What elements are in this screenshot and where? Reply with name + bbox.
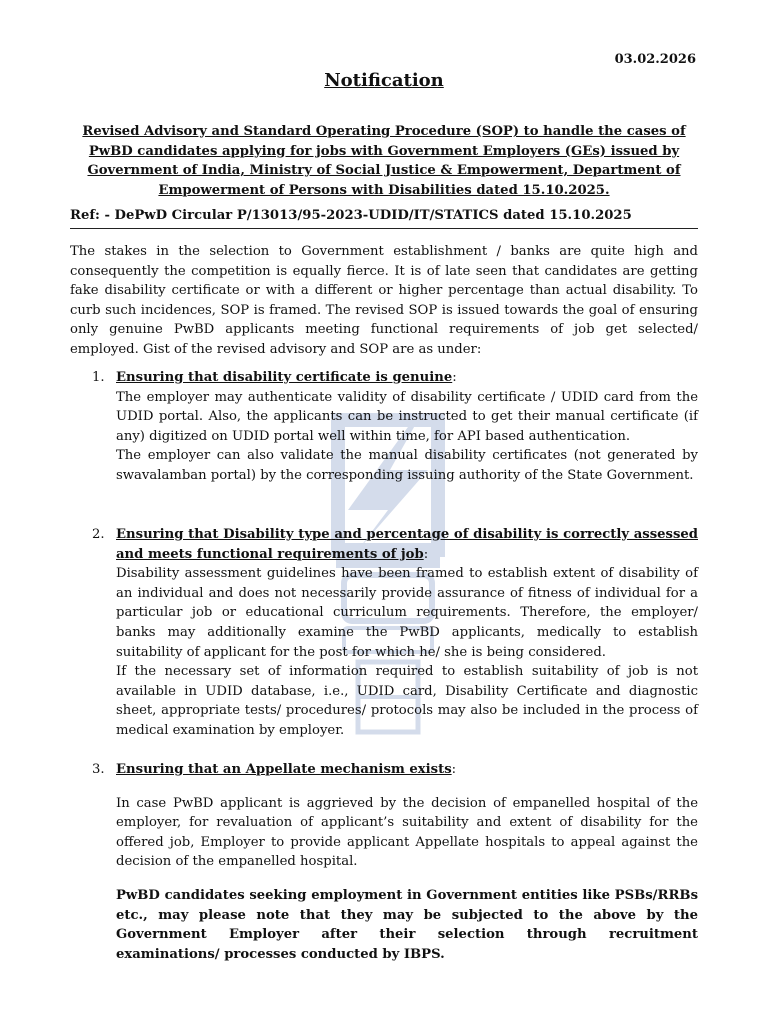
list-item-heading: Ensuring that an Appellate mechanism exists (116, 762, 452, 777)
closing-note: PwBD candidates seeking employment in Government entities like PSBs/RRBs etc., may please note that they may be subjected to the above by the Government Employer after their selection through recruitment examinations/ processes conducted by IBPS. (116, 888, 698, 962)
list-item-suffix: : (452, 370, 457, 385)
list-item (70, 368, 698, 486)
list-item-number: 3. (92, 762, 105, 777)
list-item-number: 2. (92, 527, 105, 542)
list-item-paragraph: The employer can also validate the manual disability certificates (not generated by swavalamban portal) by the corresponding issuing authority of the State Government. (116, 448, 698, 483)
subject-heading: Revised Advisory and Standard Operating Procedure (SOP) to handle the cases of PwBD candidates applying for jobs with Government Employers (GEs) issued by Government of India, Ministry of Social Justice & Empowerment, Department of Empowerment of Persons with Disabilities dated 15.10.2025. (82, 124, 686, 198)
list-item-paragraph: If the necessary set of information required to establish suitability of job is not available in UDID database, i.e., UDID card, Disability Certificate and diagnostic sheet, appropriate tests/ procedures/ protocols may also be included in the process of medical examination by employer. (116, 664, 698, 738)
page-title: Notification (324, 70, 444, 91)
list-item-paragraph: The employer may authenticate validity of disability certificate / UDID card from the UDID portal. Also, the applicants can be instructed to get their manual certificate (if any) digitized on UDID portal well within time, for API based authentication. (116, 389, 698, 444)
intro-paragraph: The stakes in the selection to Government establishment / banks are quite high and consequently the competition is equally fierce. It is of late seen that candidates are getting fake disability certificate or with a different or higher percentage than actual disability. To curb such incidences, SOP is framed. The revised SOP is issued towards the goal of ensuring only genuine PwBD applicants meeting functional requirements of job get selected/ employed. Gist of the revised advisory and SOP are as under: (70, 244, 698, 357)
list-item (70, 525, 698, 741)
list-item-suffix: : (451, 762, 457, 777)
list-item-suffix: : (423, 546, 429, 562)
reference-line: Ref: - DePwD Circular P/13013/95-2023-UDID/IT/STATICS dated 15.10.2025 (70, 206, 698, 229)
list-item-heading: Ensuring that Disability type and percentage of disability is correctly assessed and meets functional requirements of job (116, 527, 698, 562)
list-item-number: 1. (92, 370, 105, 385)
list-item (70, 760, 698, 872)
list-item-paragraph: In case PwBD applicant is aggrieved by the decision of empanelled hospital of the employer, for revaluation of applicant’s suitability and extent of disability for the offered job, Employer to provide applicant Appellate hospitals to appeal against the decision of the empanelled hospital. (116, 795, 698, 870)
notification-date: 03.02.2026 (614, 52, 696, 67)
list-item-heading: Ensuring that disability certificate is genuine (116, 370, 453, 385)
list-item-paragraph: Disability assessment guidelines have been framed to establish extent of disability of an individual and does not necessarily provide assurance of fitness of individual for a particular job or educational curriculum requirements. Therefore, the employer/ banks may additionally examine the PwBD applicants, medically to establish suitability of applicant for the post for which he/ she is being considered. (116, 566, 698, 660)
